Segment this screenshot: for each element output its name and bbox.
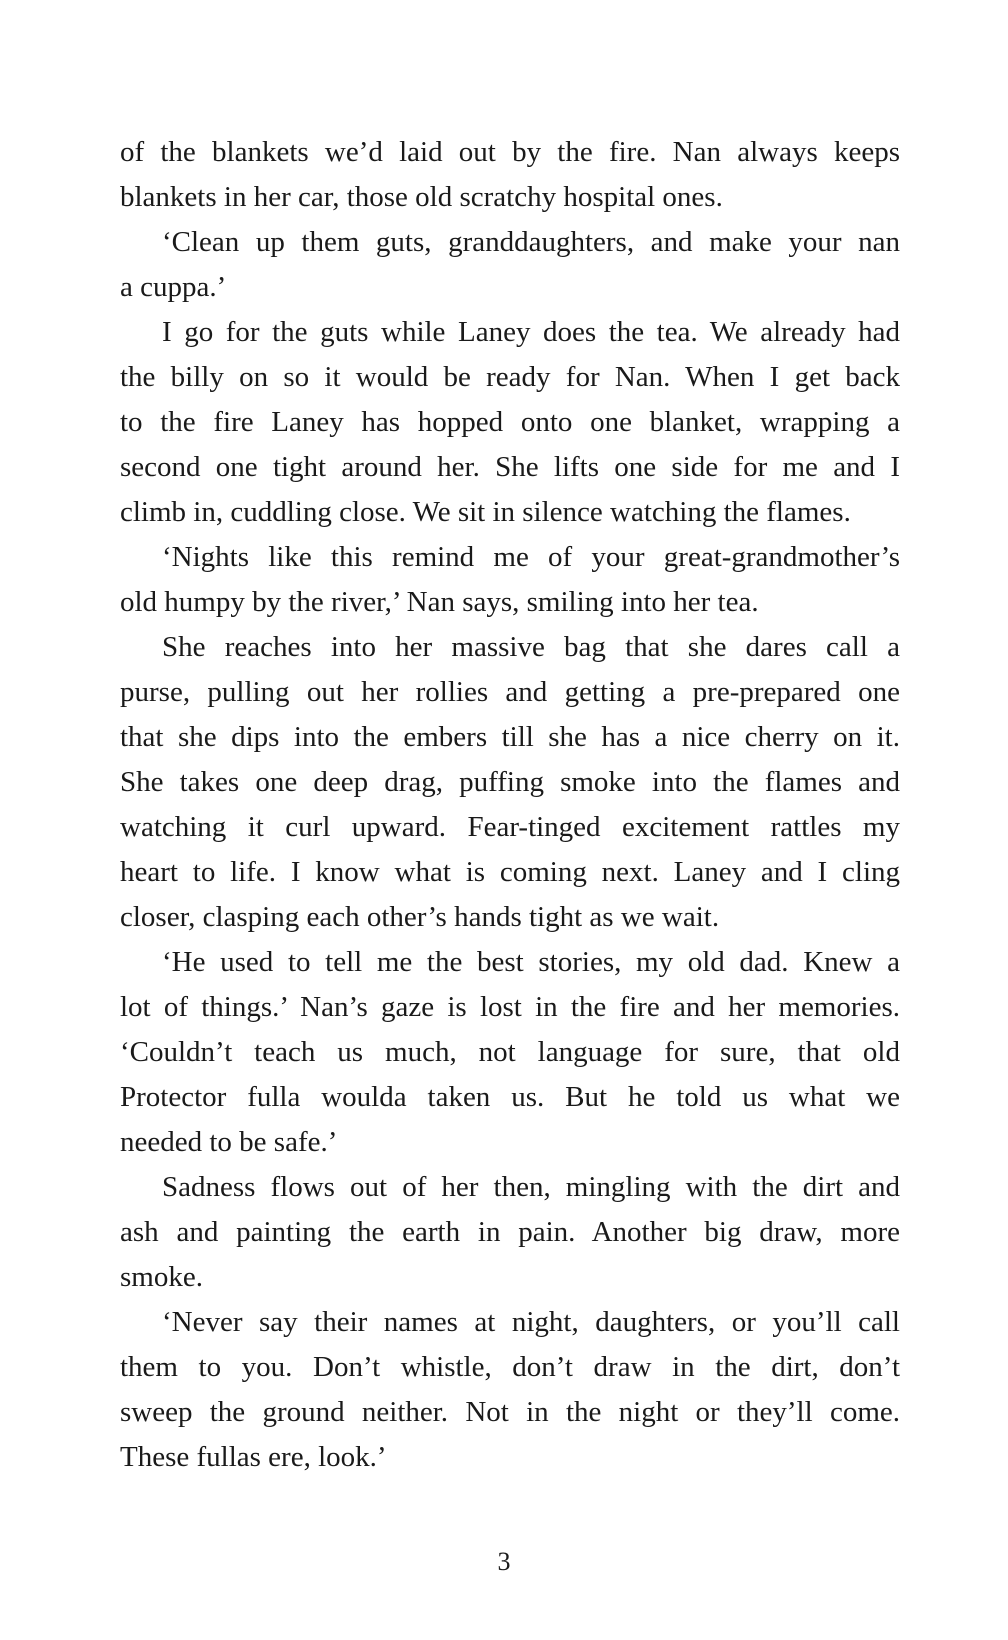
text-line: watching it curl upward. Fear-tinged excitement rattles my <box>120 811 900 843</box>
text-line: She reaches into her massive bag that she dares call a <box>162 631 900 663</box>
text-line: of the blankets we’d laid out by the fire. Nan always keeps <box>120 136 900 168</box>
text-line: climb in, cuddling close. We sit in silence watching the flames. <box>120 496 851 528</box>
text-line: that she dips into the embers till she has a nice cherry on it. <box>120 721 900 753</box>
text-line: them to you. Don’t whistle, don’t draw in the dirt, don’t <box>120 1351 900 1383</box>
text-line: to the fire Laney has hopped onto one blanket, wrapping a <box>120 406 900 438</box>
page-number: 3 <box>497 1547 511 1576</box>
text-line: closer, clasping each other’s hands tight as we wait. <box>120 901 720 933</box>
text-line: ‘Couldn’t teach us much, not language for sure, that old <box>120 1036 900 1068</box>
text-line: needed to be safe.’ <box>120 1126 338 1158</box>
body-text <box>120 130 900 1480</box>
text-line: Protector fulla woulda taken us. But he told us what we <box>120 1081 900 1113</box>
text-line: lot of things.’ Nan’s gaze is lost in the fire and her memories. <box>120 991 900 1023</box>
text-line: a cuppa.’ <box>120 271 227 303</box>
text-line: purse, pulling out her rollies and getting a pre-prepared one <box>120 676 900 708</box>
text-line: I go for the guts while Laney does the tea. We already had <box>162 316 900 348</box>
text-line: ‘Clean up them guts, granddaughters, and make your nan <box>162 226 900 258</box>
text-line: old humpy by the river,’ Nan says, smiling into her tea. <box>120 586 759 618</box>
text-line: ‘He used to tell me the best stories, my old dad. Knew a <box>162 946 900 978</box>
text-line: ‘Nights like this remind me of your great-grandmother’s <box>162 541 900 573</box>
text-line: sweep the ground neither. Not in the night or they’ll come. <box>120 1396 900 1428</box>
text-line: She takes one deep drag, puffing smoke into the flames and <box>120 766 900 798</box>
text-line: ‘Never say their names at night, daughters, or you’ll call <box>162 1306 900 1338</box>
text-line: These fullas ere, look.’ <box>120 1441 387 1473</box>
text-line: the billy on so it would be ready for Nan. When I get back <box>120 361 900 393</box>
text-line: ash and painting the earth in pain. Another big draw, more <box>120 1216 900 1248</box>
text-line: blankets in her car, those old scratchy hospital ones. <box>120 181 723 213</box>
text-line: heart to life. I know what is coming next. Laney and I cling <box>120 856 900 888</box>
text-line: smoke. <box>120 1261 203 1293</box>
text-line: Sadness flows out of her then, mingling with the dirt and <box>162 1171 900 1203</box>
text-line: second one tight around her. She lifts one side for me and I <box>120 451 900 483</box>
